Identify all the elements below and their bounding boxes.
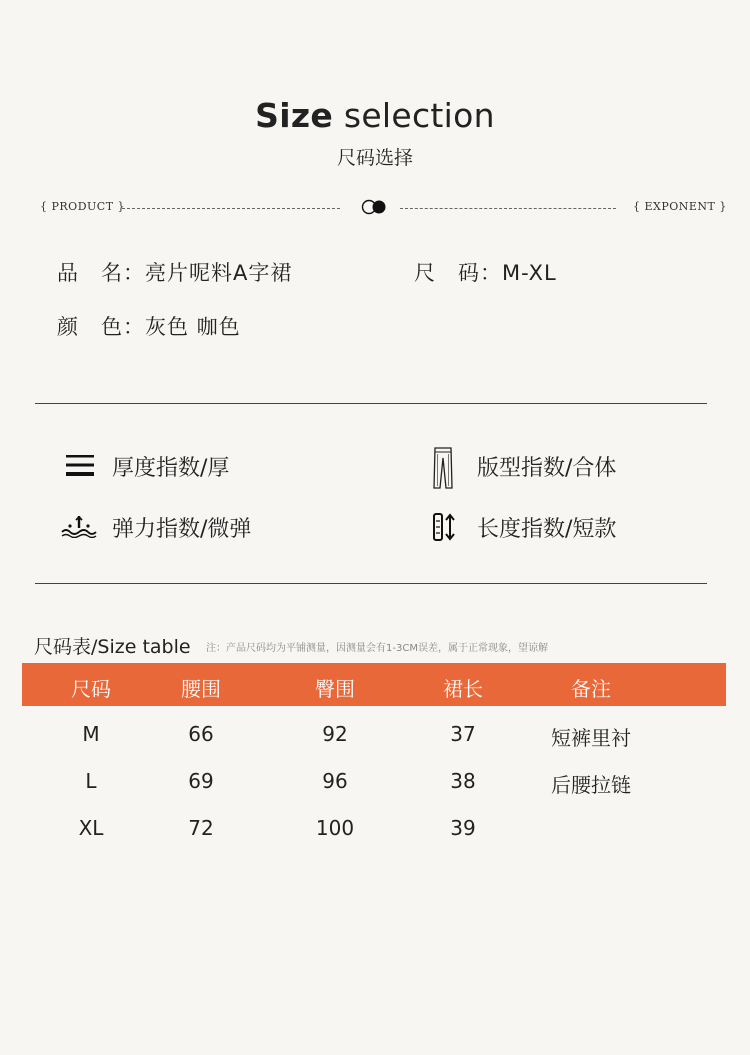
cell-waist: 66 [188, 722, 214, 746]
cell-hip: 100 [315, 816, 355, 840]
header-size: 尺码 [71, 677, 111, 701]
cell-size: L [85, 769, 97, 793]
cell-waist: 69 [188, 769, 214, 793]
length-icon [432, 512, 458, 542]
cell-length: 38 [450, 769, 476, 793]
elasticity-icon [60, 514, 98, 538]
cell-hip: 96 [322, 769, 348, 793]
header-remarks: 备注 [571, 677, 611, 701]
length-index: 长度指数/短款 [477, 517, 617, 542]
size-table-note: 注：产品尺码均为平铺测量，因测量会有1-3CM误差，属于正常现象，望谅解 [206, 643, 548, 654]
page-subtitle: 尺码选择 [336, 147, 413, 169]
size-table-title: 尺码表/Size table [34, 636, 191, 658]
header-hip: 臀围 [315, 677, 355, 701]
header-skirt-length: 裙长 [443, 677, 483, 701]
title-light: selection [333, 96, 495, 135]
fit-index: 版型指数/合体 [477, 456, 617, 481]
section-divider-bottom [35, 583, 707, 584]
product-tag: { PRODUCT } [40, 200, 126, 213]
product-size: 尺 码：M-XL [414, 261, 557, 285]
table-row [22, 722, 726, 752]
header-waist: 腰围 [181, 677, 221, 701]
dashed-divider-left [122, 208, 340, 209]
table-row [22, 816, 726, 846]
thickness-icon [65, 453, 95, 477]
pants-fit-icon [432, 446, 454, 490]
thickness-index: 厚度指数/厚 [112, 456, 230, 481]
title-bold: Size [255, 96, 334, 135]
cell-waist: 72 [188, 816, 214, 840]
table-row [22, 769, 726, 799]
product-color: 颜 色：灰色 咖色 [57, 315, 241, 339]
product-name: 品 名：亮片呢料A字裙 [57, 261, 293, 285]
cell-size: XL [78, 816, 104, 840]
section-divider-top [35, 403, 707, 404]
cell-hip: 92 [322, 722, 348, 746]
elasticity-index: 弹力指数/微弹 [112, 517, 252, 542]
dashed-divider-right [400, 208, 616, 209]
cell-length: 37 [450, 722, 476, 746]
cell-remarks: 短裤里衬 [551, 726, 631, 750]
exponent-tag: { EXPONENT } [633, 200, 727, 213]
page-title [0, 96, 750, 135]
cell-size: M [82, 722, 100, 746]
cell-remarks: 后腰拉链 [551, 773, 631, 797]
circles-icon [360, 199, 390, 215]
table-header [22, 663, 726, 706]
cell-length: 39 [450, 816, 476, 840]
